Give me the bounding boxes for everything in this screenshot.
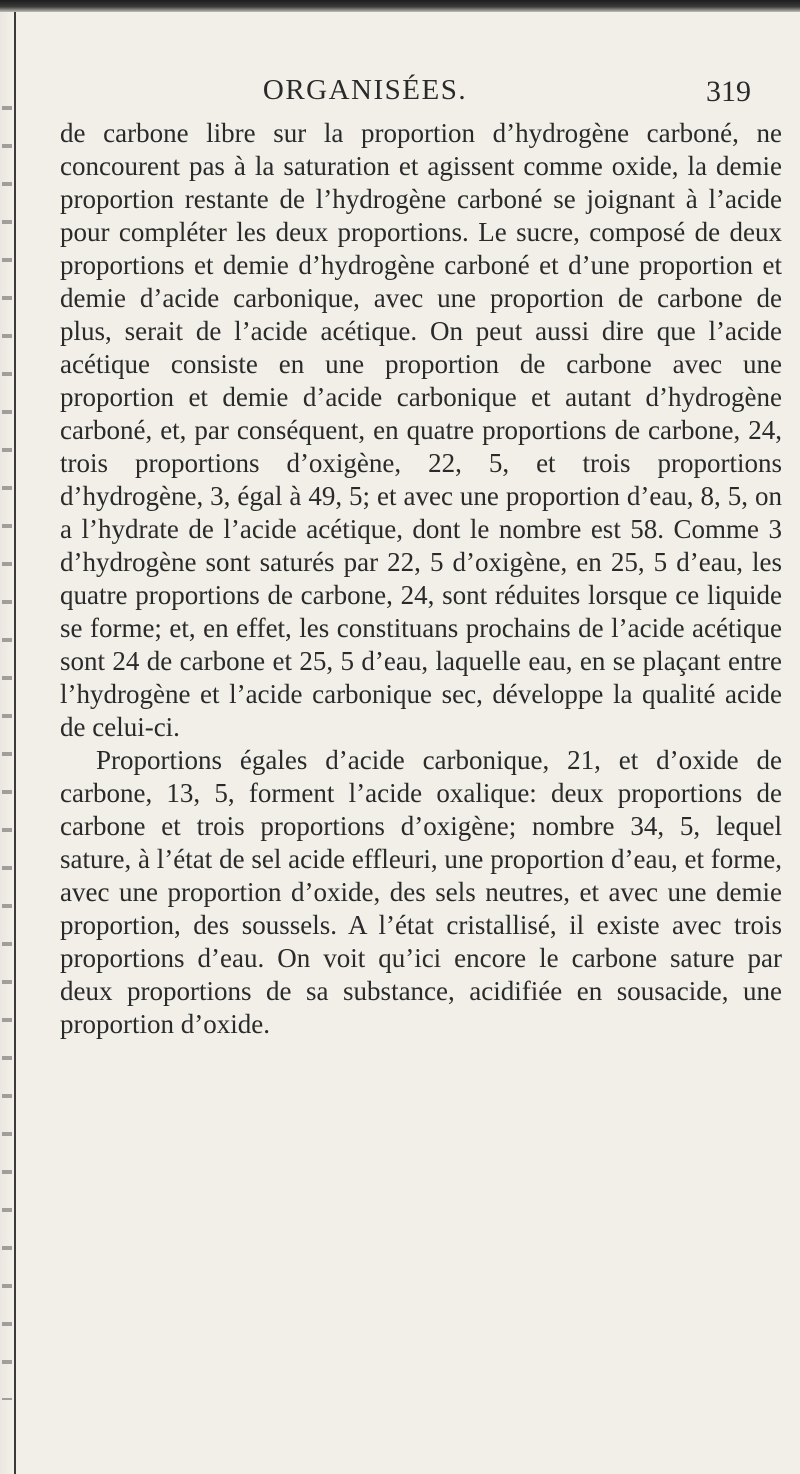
- binding-line: [14, 12, 16, 1474]
- body-text: [60, 117, 782, 1041]
- running-head: [0, 70, 800, 110]
- scan-top-edge: [0, 0, 800, 12]
- gutter-shadow-marks: [2, 80, 12, 1400]
- page-number: 319: [706, 75, 751, 108]
- paragraph-2: Proportions égales d’acide carbonique, 21, et d’oxide de carbone, 13, 5, forment l’acide oxalique: deux proportions de carbone et trois proportions d’oxigène; nombre 34, 5, lequel sature, à l’état de sel acide effleuri, une proportion d’eau, et forme, avec une proportion d’oxide, des sels neutres, et avec une demie proportion, des soussels. A l’état cristallisé, il existe avec trois proportions d’eau. On voit qu’ici encore le carbone sature par deux proportions de sa substance, acidifiée en sousacide, une proportion d’oxide.: [60, 745, 782, 1039]
- paragraph-1: de carbone libre sur la proportion d’hydrogène carboné, ne concourent pas à la saturation et agissent comme oxide, la demie proportion restante de l’hydrogène carboné se joignant à l’acide pour compléter les deux proportions. Le sucre, composé de deux proportions et demie d’hydrogène carboné et d’une proportion et demie d’acide carbonique, avec une proportion de carbone de plus, serait de l’acide acétique. On peut aussi dire que l’acide acétique consiste en une proportion de carbone avec une proportion et demie d’acide carbonique et autant d’hydrogène carboné, et, par conséquent, en quatre proportions de carbone, 24, trois proportions d’oxigène, 22, 5, et trois proportions d’hydrogène, 3, égal à 49, 5; et avec une proportion d’eau, 8, 5, on a l’hydrate de l’acide acétique, dont le nombre est 58. Comme 3 d’hydrogène sont saturés par 22, 5 d’oxigène, en 25, 5 d’eau, les quatre proportions de carbone, 24, sont réduites lorsque ce liquide se forme; et, en effet, les constituans prochains de l’acide acétique sont 24 de carbone et 25, 5 d’eau, laquelle eau, en se plaçant entre l’hydrogène et l’acide carbonique sec, développe la qualité acide de celui-ci.: [60, 118, 782, 742]
- running-title: ORGANISÉES.: [262, 74, 468, 106]
